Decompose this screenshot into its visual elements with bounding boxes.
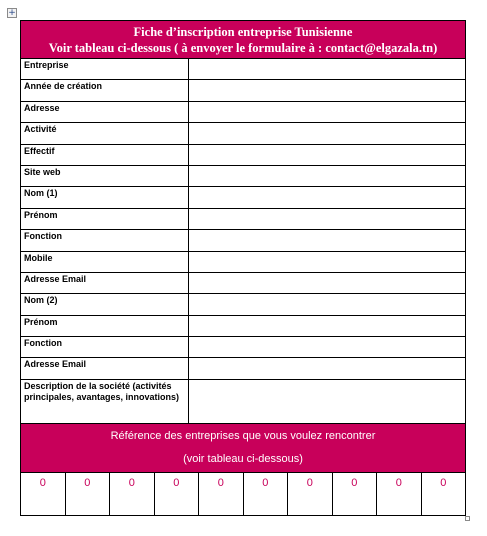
reference-cell[interactable]: 0 [244,473,289,515]
field-label: Effectif [21,145,189,165]
field-value-cell[interactable] [189,166,465,186]
form-row [21,59,465,80]
form-row [21,102,465,123]
field-value-cell[interactable] [189,380,465,423]
field-label: Fonction [21,230,189,250]
reference-note: (voir tableau ci-dessous) [183,453,303,465]
field-label: Nom (1) [21,187,189,207]
field-value-cell[interactable] [189,209,465,229]
reference-cell[interactable]: 0 [199,473,244,515]
field-value-cell[interactable] [189,102,465,122]
form-row [21,273,465,294]
form-row [21,80,465,101]
form-rows [21,59,465,424]
form-row [21,380,465,424]
form-row [21,166,465,187]
field-value-cell[interactable] [189,123,465,143]
field-value-cell[interactable] [189,230,465,250]
reference-cell[interactable]: 0 [66,473,111,515]
field-value-cell[interactable] [189,187,465,207]
registration-form-table [20,20,466,516]
reference-cell[interactable]: 0 [440,477,447,489]
reference-cell[interactable]: 0 [288,473,333,515]
field-label: Site web [21,166,189,186]
field-label: Nom (2) [21,294,189,314]
reference-band [21,424,465,473]
form-row [21,294,465,315]
form-row [21,209,465,230]
reference-cell[interactable]: 0 [110,473,155,515]
field-label: Activité [21,123,189,143]
form-row [21,230,465,251]
reference-title: Référence des entreprises que vous voulez rencontrer [110,430,376,442]
field-label: Prénom [21,316,189,336]
field-label: Année de création [21,80,189,100]
field-value-cell[interactable] [189,294,465,314]
form-row [21,337,465,358]
form-title: Fiche d’inscription entreprise Tunisienne [133,25,353,39]
field-value-cell[interactable] [189,145,465,165]
form-row [21,123,465,144]
reference-cell[interactable]: 0 [21,473,66,515]
field-label: Description de la société (activités principales, avantages, innovations) [21,380,189,423]
reference-cells-row [21,473,465,515]
form-row [21,358,465,379]
field-label: Mobile [21,252,189,272]
field-label: Entreprise [21,59,189,79]
form-row [21,316,465,337]
reference-cell[interactable]: 0 [377,473,422,515]
field-label: Prénom [21,209,189,229]
table-move-handle-icon[interactable]: + [8,8,16,18]
field-value-cell[interactable] [189,273,465,293]
field-value-cell[interactable] [189,316,465,336]
form-header [21,21,465,59]
form-row [21,145,465,166]
form-row [21,252,465,273]
field-label: Adresse Email [21,358,189,378]
field-value-cell[interactable] [189,358,465,378]
reference-cell[interactable]: 0 [333,473,378,515]
field-value-cell[interactable] [189,80,465,100]
field-value-cell[interactable] [189,337,465,357]
form-row [21,187,465,208]
table-resize-handle[interactable] [465,516,470,521]
reference-cell[interactable]: 0 [155,473,200,515]
field-value-cell[interactable] [189,252,465,272]
field-label: Adresse [21,102,189,122]
field-label: Fonction [21,337,189,357]
form-subtitle: Voir tableau ci-dessous ( à envoyer le formulaire à : contact@elgazala.tn) [48,41,438,55]
field-label: Adresse Email [21,273,189,293]
field-value-cell[interactable] [189,59,465,79]
